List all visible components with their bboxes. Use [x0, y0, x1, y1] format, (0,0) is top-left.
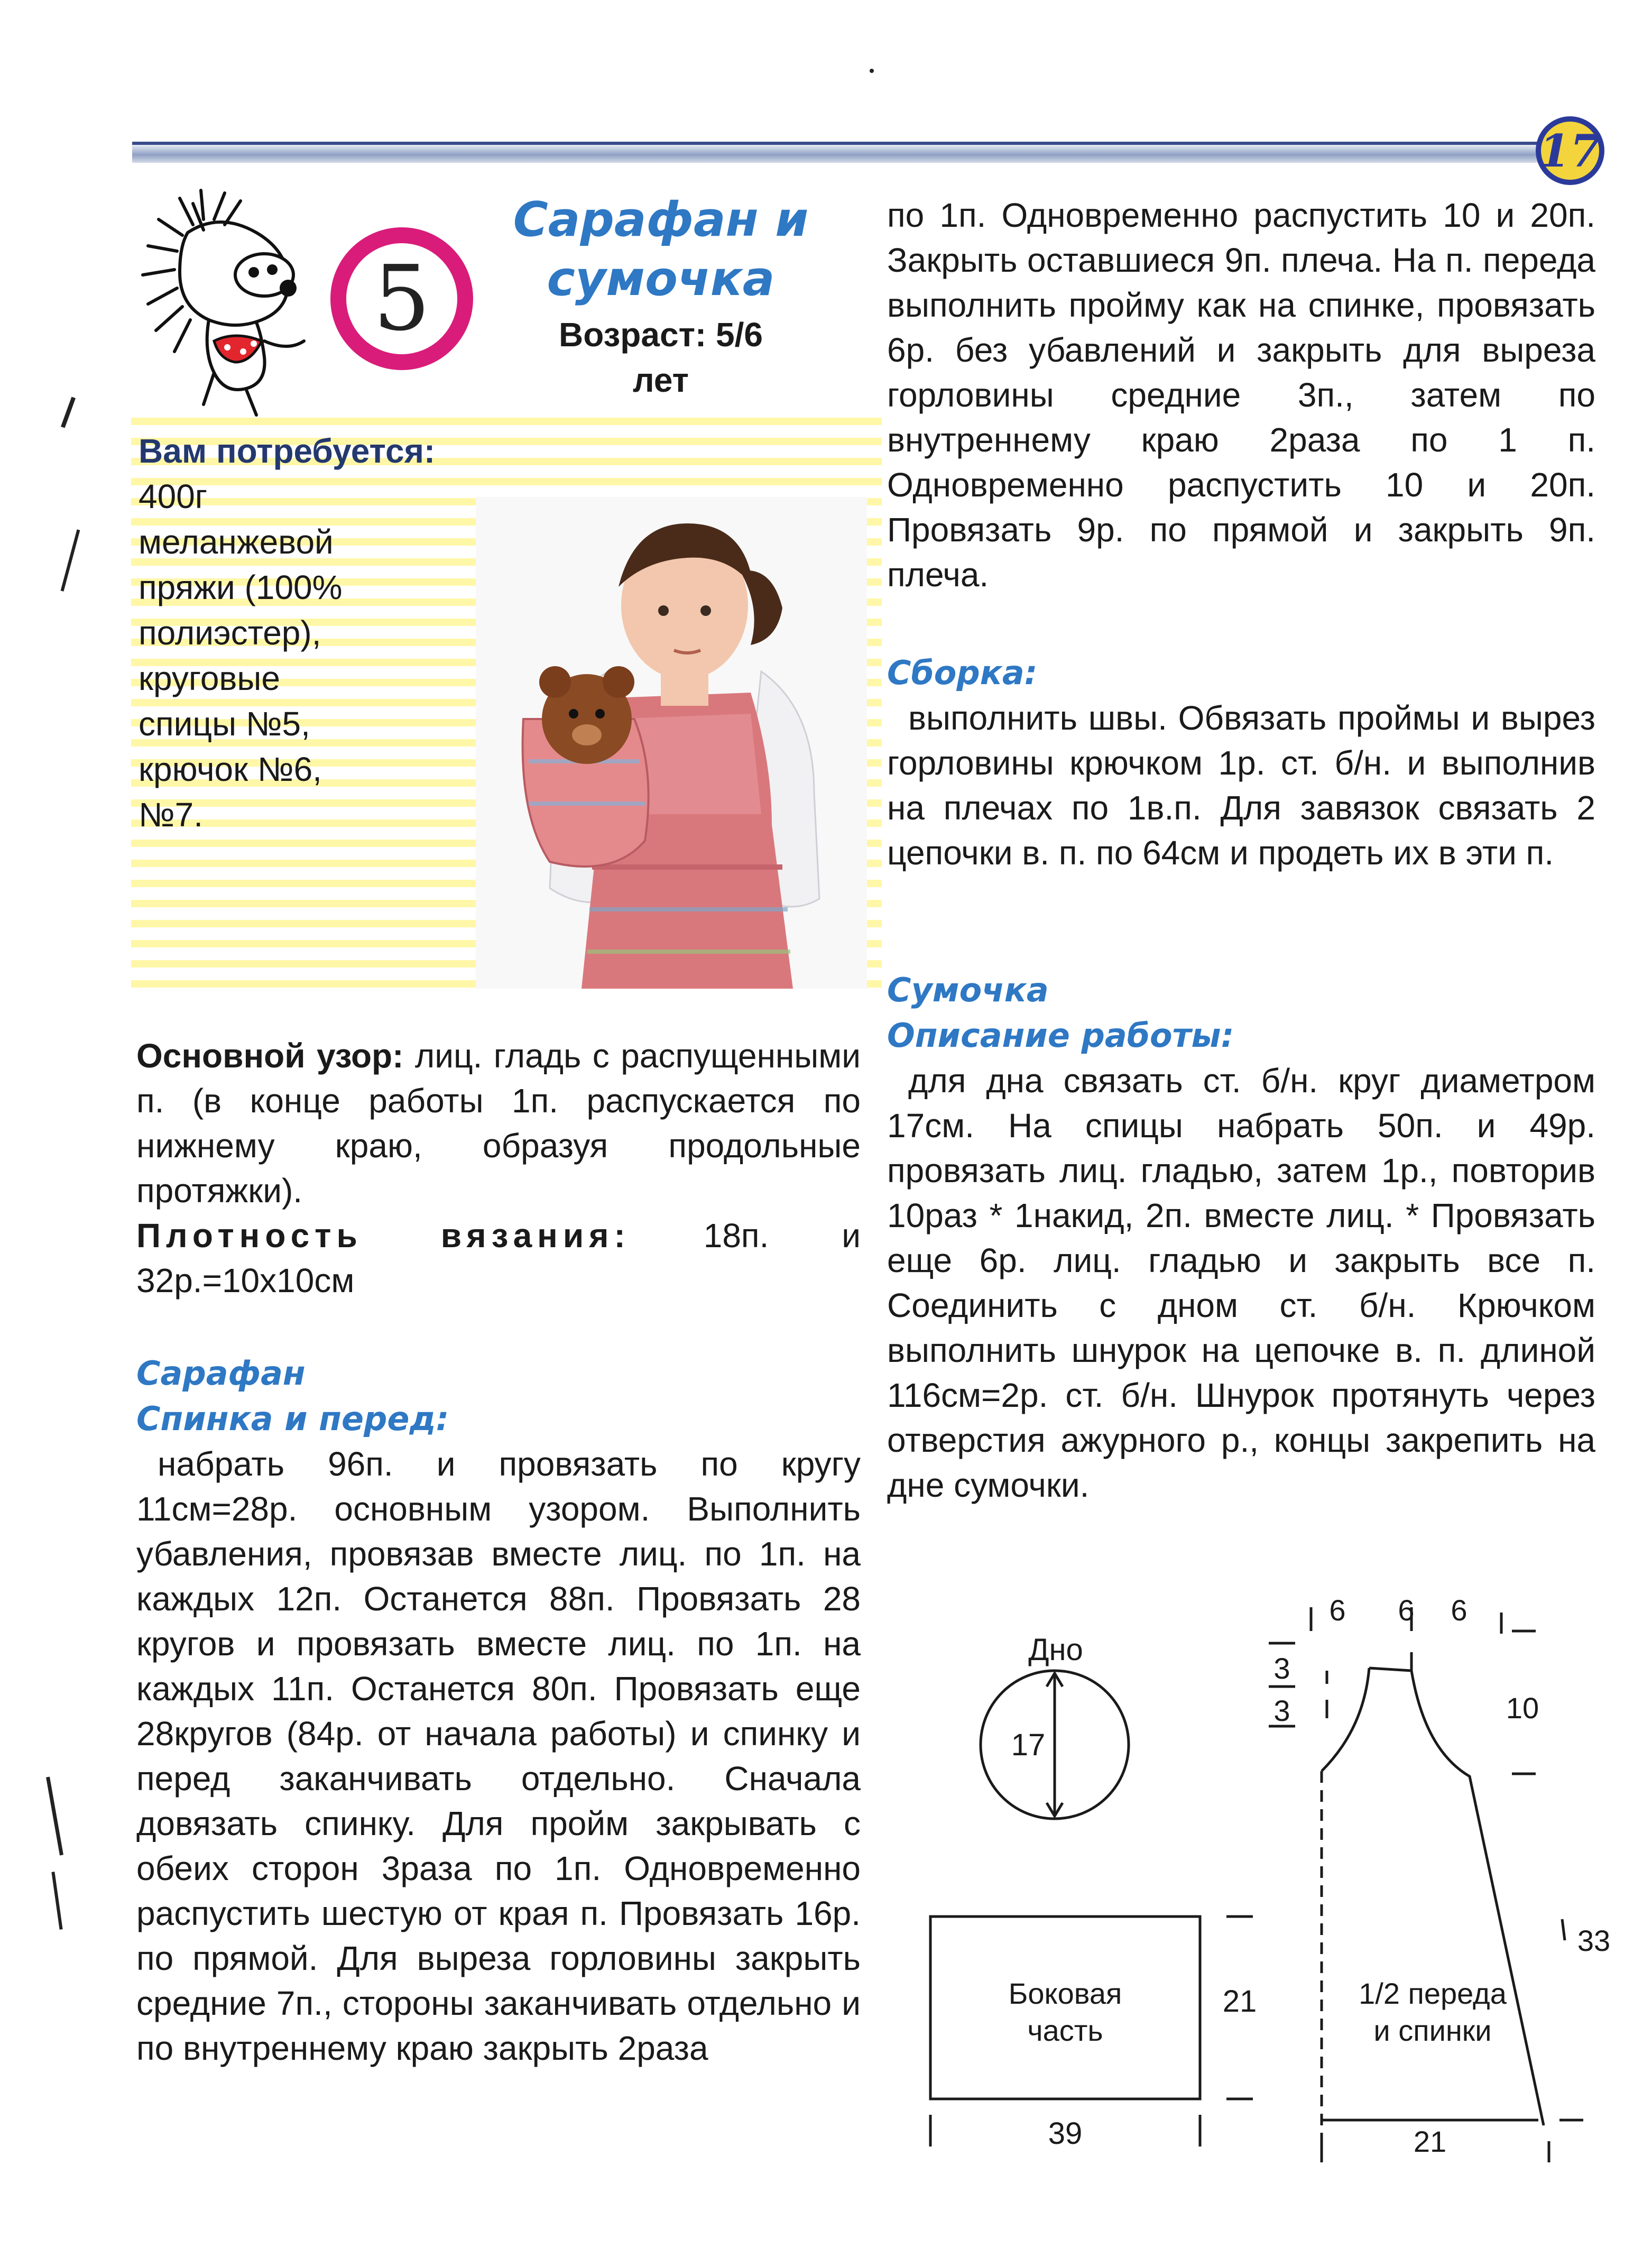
assembly-section — [887, 650, 1595, 876]
title-line: Сарафан и — [513, 192, 809, 247]
materials-heading: Вам потребуется: — [139, 432, 436, 470]
materials-line: спицы №5, — [139, 705, 310, 743]
front-label: 1/2 переда — [1359, 1977, 1507, 2010]
continued-text: по 1п. Одновременно распустить 10 и 20п. Закрыть оставшиеся 9п. плеча. На п. переда выполнить пройму как на спинке, провязать 6р. без убавлений и закрыть для выреза горловины средние 3п., затем по внутреннему краю 2раза по 1 п. Одновременно распустить 10 и 20п. Провязать 9р. по прямой и закрыть 9п. плеча. — [887, 196, 1595, 594]
age-line: Возраст: 5/6 — [559, 316, 763, 354]
side-panel-label: Боковая — [1008, 1977, 1122, 2010]
side-panel-label: часть — [1027, 2014, 1103, 2047]
bag-text: для дна связать ст. б/н. круг диаметром 17см. На спицы набрать 50п. и 49р. провязать лиц. гладью, затем 1р., повторив 10раз * 1накид, 2п. вместе лиц. * Провязать еще 6р. лиц. гладью и закрыть все п. Соединить с дном ст. б/н. Крючком выполнить шнурок на цепочке в. п. длиной 116см=2р. ст. б/н. Шнурок протянуть через отверстия ажурного р., концы закрепить на дне сумочки. — [887, 1062, 1595, 1504]
pattern-text: лиц. гладь с распущенными п. (в конце работы 1п. распускается по нижнему краю, образуя продольные протяжки). — [136, 1037, 861, 1210]
top-width: 6 — [1451, 1593, 1468, 1627]
top-width: 6 — [1398, 1593, 1415, 1627]
top-width: 6 — [1329, 1593, 1346, 1627]
materials-line: пряжи (100% — [139, 568, 343, 606]
materials-line: крючок №6, — [139, 750, 322, 788]
age-label — [507, 312, 814, 403]
age-line: лет — [633, 361, 689, 399]
materials-line: меланжевой — [139, 523, 334, 561]
pattern-diagrams — [878, 1591, 1628, 2194]
armhole-step: 3 — [1273, 1694, 1290, 1727]
materials-line: 400г — [139, 477, 208, 515]
scan-mark — [46, 1777, 63, 1856]
dress-instructions: набрать 96п. и провязать по кругу 11см=28р. основным узором. Выполнить убавления, провязав вместе лиц. по 1п. на каждых 12п. Останется 88п. Провязать 28 кругов и провязать вместе лиц. по 1п. на каждых 11п. Останется 80п. Провязать еще 28кругов (84р. от начала работы) и спинку и перед заканчивать отдельно. Сначала довязать спинку. Для пройм закрывать с обеих сторон 3раза по 1п. Одновременно распустить шестую от края п. Провязать 16р. по прямой. Для выреза горловины закрыть средние 7п., стороны заканчивать отдельно и по внутреннему краю закрыть 2раза — [136, 1445, 861, 2067]
bag-section — [887, 968, 1595, 1508]
armhole-step: 3 — [1273, 1652, 1290, 1685]
pattern-label: Основной узор: — [136, 1037, 404, 1075]
materials-line: №7. — [139, 796, 204, 834]
materials-line: круговые — [139, 659, 280, 697]
pattern-description — [136, 1034, 861, 1303]
hedgehog-mascot-icon — [130, 182, 330, 426]
page-number: 17 — [1536, 116, 1604, 185]
scan-mark — [61, 397, 76, 428]
dress-heading: Сарафан — [136, 1354, 306, 1393]
bag-subheading: Описание работы: — [887, 1016, 1234, 1055]
dress-section — [136, 1351, 861, 2071]
title-line: сумочка — [547, 251, 775, 307]
page-title — [507, 190, 814, 309]
model-photo — [476, 497, 867, 989]
scan-mark — [51, 1872, 62, 1930]
scan-mark — [870, 69, 874, 73]
side-width: 39 — [1048, 2116, 1083, 2151]
bottom-diameter: 17 — [1011, 1728, 1046, 1762]
header-rule — [132, 142, 1559, 163]
density-label: Плотность вязания: — [136, 1217, 631, 1255]
bottom-width: 21 — [1413, 2125, 1447, 2158]
armhole-height: 10 — [1506, 1691, 1539, 1725]
materials-line: полиэстер), — [139, 614, 321, 652]
assembly-text: выполнить швы. Обвязать проймы и вырез горловины крючком 1р. ст. б/н. и выполнив на плечах по 1в.п. Для завязок связать 2 цепочки в. п. по 64см и продеть их в эти п. — [887, 699, 1595, 872]
model-number-badge: 5 — [330, 227, 473, 370]
bag-heading: Сумочка — [887, 971, 1049, 1009]
dress-instructions-continued — [887, 193, 1595, 597]
assembly-heading: Сборка: — [887, 653, 1038, 692]
front-label: и спинки — [1373, 2014, 1492, 2047]
scan-mark — [61, 529, 80, 591]
dress-subheading: Спинка и перед: — [136, 1399, 449, 1438]
side-height: 21 — [1222, 1984, 1257, 2019]
slant-length: 33 — [1577, 1924, 1611, 1957]
density-text: 18п. и 32р.=10х10см — [136, 1217, 861, 1300]
bottom-label: Дно — [1028, 1633, 1083, 1667]
